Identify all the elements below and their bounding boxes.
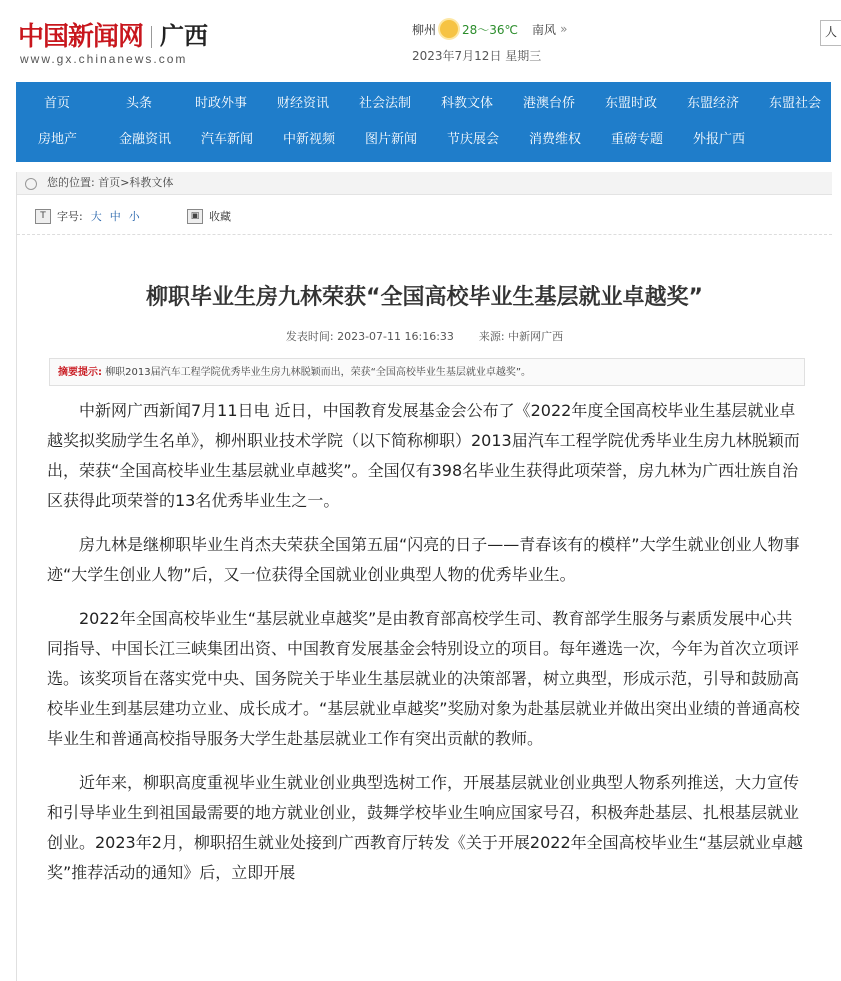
nav-item[interactable]: 首页 [43, 96, 70, 111]
search-input[interactable]: 人 [820, 20, 841, 46]
article-tools [17, 196, 832, 235]
nav-item[interactable]: 节庆展会 [446, 132, 499, 147]
location-icon [25, 178, 37, 190]
nav-item[interactable]: 汽车新闻 [200, 132, 253, 147]
logo-main-text: 中国新闻网 [18, 22, 144, 52]
nav-item[interactable]: 科教文体 [440, 96, 493, 111]
source-name: 中新网广西 [508, 330, 564, 343]
favorite-icon: ▣ [187, 209, 203, 224]
nav-item[interactable]: 房地产 [38, 132, 78, 147]
site-header [0, 0, 838, 82]
nav-row-1 [16, 86, 836, 122]
nav-item[interactable]: 图片新闻 [364, 132, 417, 147]
favorite-label[interactable]: 收藏 [209, 210, 231, 223]
nav-item[interactable]: 中新视频 [282, 132, 335, 147]
weather-widget[interactable] [412, 20, 567, 38]
font-size-label: 字号: [57, 210, 83, 223]
sun-icon [440, 20, 458, 38]
nav-item[interactable]: 头条 [125, 96, 152, 111]
article-paragraph: 中新网广西新闻7月11日电 近日，中国教育发展基金会公布了《2022年度全国高校毕业生基层就业卓越奖拟奖励学生名单》，柳州职业技术学院（以下简称柳职）2013届汽车工程学院优秀毕业生房九林脱颖而出，荣获“全国高校毕业生基层就业卓越奖”。全国仅有398名毕业生获得此项荣誉，房九林为广西壮族自治区获得此项荣誉的13名优秀毕业生之一。 [47, 401, 800, 510]
summary-label: 摘要提示: [58, 367, 102, 378]
nav-item[interactable]: 消费维权 [528, 132, 581, 147]
font-size-medium[interactable]: 中 [109, 210, 121, 223]
article-paragraph: 2022年全国高校毕业生“基层就业卓越奖”是由教育部高校学生司、教育部学生服务与素质发展中心共同指导、中国长江三峡集团出资、中国教育发展基金会特别设立的项目。每年遴选一次，今年为首次立项评选。该奖项旨在落实党中央、国务院关于毕业生基层就业的决策部署，树立典型，形成示范，引导和鼓励高校毕业生到基层建功立业、成长成才。“基层就业卓越奖”奖励对象为赴基层就业并做出突出业绩的普通高校毕业生和普通高校指导服务大学生赴基层就业工作有突出贡献的教师。 [47, 609, 800, 748]
logo-divider [151, 26, 152, 48]
logo-region-text: 广西 [160, 22, 209, 50]
article-body [47, 396, 805, 902]
article-paragraph: 房九林是继柳职毕业生肖杰夫荣获全国第五届“闪亮的日子——青春该有的模样”大学生就业创业人物事迹“大学生创业人物”后，又一位获得全国就业创业典型人物的优秀毕业生。 [47, 535, 800, 584]
font-size-tool [35, 208, 140, 224]
favorite-tool[interactable] [187, 208, 231, 224]
article-title: 柳职毕业生房九林荣获“全国高校毕业生基层就业卓越奖” [146, 285, 703, 310]
nav-item[interactable]: 金融资讯 [118, 132, 171, 147]
article-container [16, 172, 832, 981]
font-size-icon: T [35, 209, 51, 224]
source-label: 来源: [478, 330, 505, 343]
weather-next-city: 南风 [532, 22, 557, 37]
publish-label: 发表时间: [285, 330, 334, 343]
publish-time: 2023-07-11 16:16:33 [337, 330, 454, 343]
nav-item[interactable]: 重磅专题 [610, 132, 663, 147]
nav-item[interactable]: 东盟经济 [686, 96, 739, 111]
weather-temp: 28～36℃ [462, 22, 519, 37]
nav-item[interactable]: 东盟时政 [604, 96, 657, 111]
breadcrumb [17, 172, 832, 195]
font-size-small[interactable]: 小 [128, 210, 140, 223]
article-paragraph: 近年来，柳职高度重视毕业生就业创业典型选树工作，开展基层就业创业典型人物系列推送，大力宣传和引导毕业生到祖国最需要的地方就业创业，鼓舞学校毕业生响应国家号召，积极奔赴基层、扎根基层就业创业。2023年2月，柳职招生就业处接到广西教育厅转发《关于开展2022年全国高校毕业生“基层就业卓越奖”推荐活动的通知》后，立即开展 [47, 773, 803, 882]
nav-item[interactable]: 外报广西 [692, 132, 745, 147]
main-nav [16, 82, 831, 162]
nav-item[interactable]: 时政外事 [194, 96, 247, 111]
nav-item[interactable]: 港澳台侨 [522, 96, 575, 111]
nav-row-2 [16, 122, 760, 158]
summary-text: 柳职2013届汽车工程学院优秀毕业生房九林脱颖而出，荣获“全国高校毕业生基层就业卓越奖”。 [105, 367, 531, 378]
nav-item[interactable]: 财经资讯 [276, 96, 329, 111]
font-size-large[interactable]: 大 [90, 210, 102, 223]
article-summary [49, 358, 805, 386]
weather-city: 柳州 [412, 22, 437, 37]
nav-item[interactable]: 东盟社会 [768, 96, 821, 111]
logo-url: www.gx.chinanews.com [20, 52, 188, 66]
breadcrumb-path[interactable]: 首页>科教文体 [98, 176, 174, 189]
site-logo[interactable] [18, 16, 208, 53]
current-date: 2023年7月12日 星期三 [412, 49, 542, 63]
article-meta [17, 328, 832, 344]
nav-item[interactable]: 社会法制 [358, 96, 411, 111]
weather-more-icon[interactable]: » [560, 22, 568, 36]
breadcrumb-label: 您的位置: [47, 176, 95, 189]
